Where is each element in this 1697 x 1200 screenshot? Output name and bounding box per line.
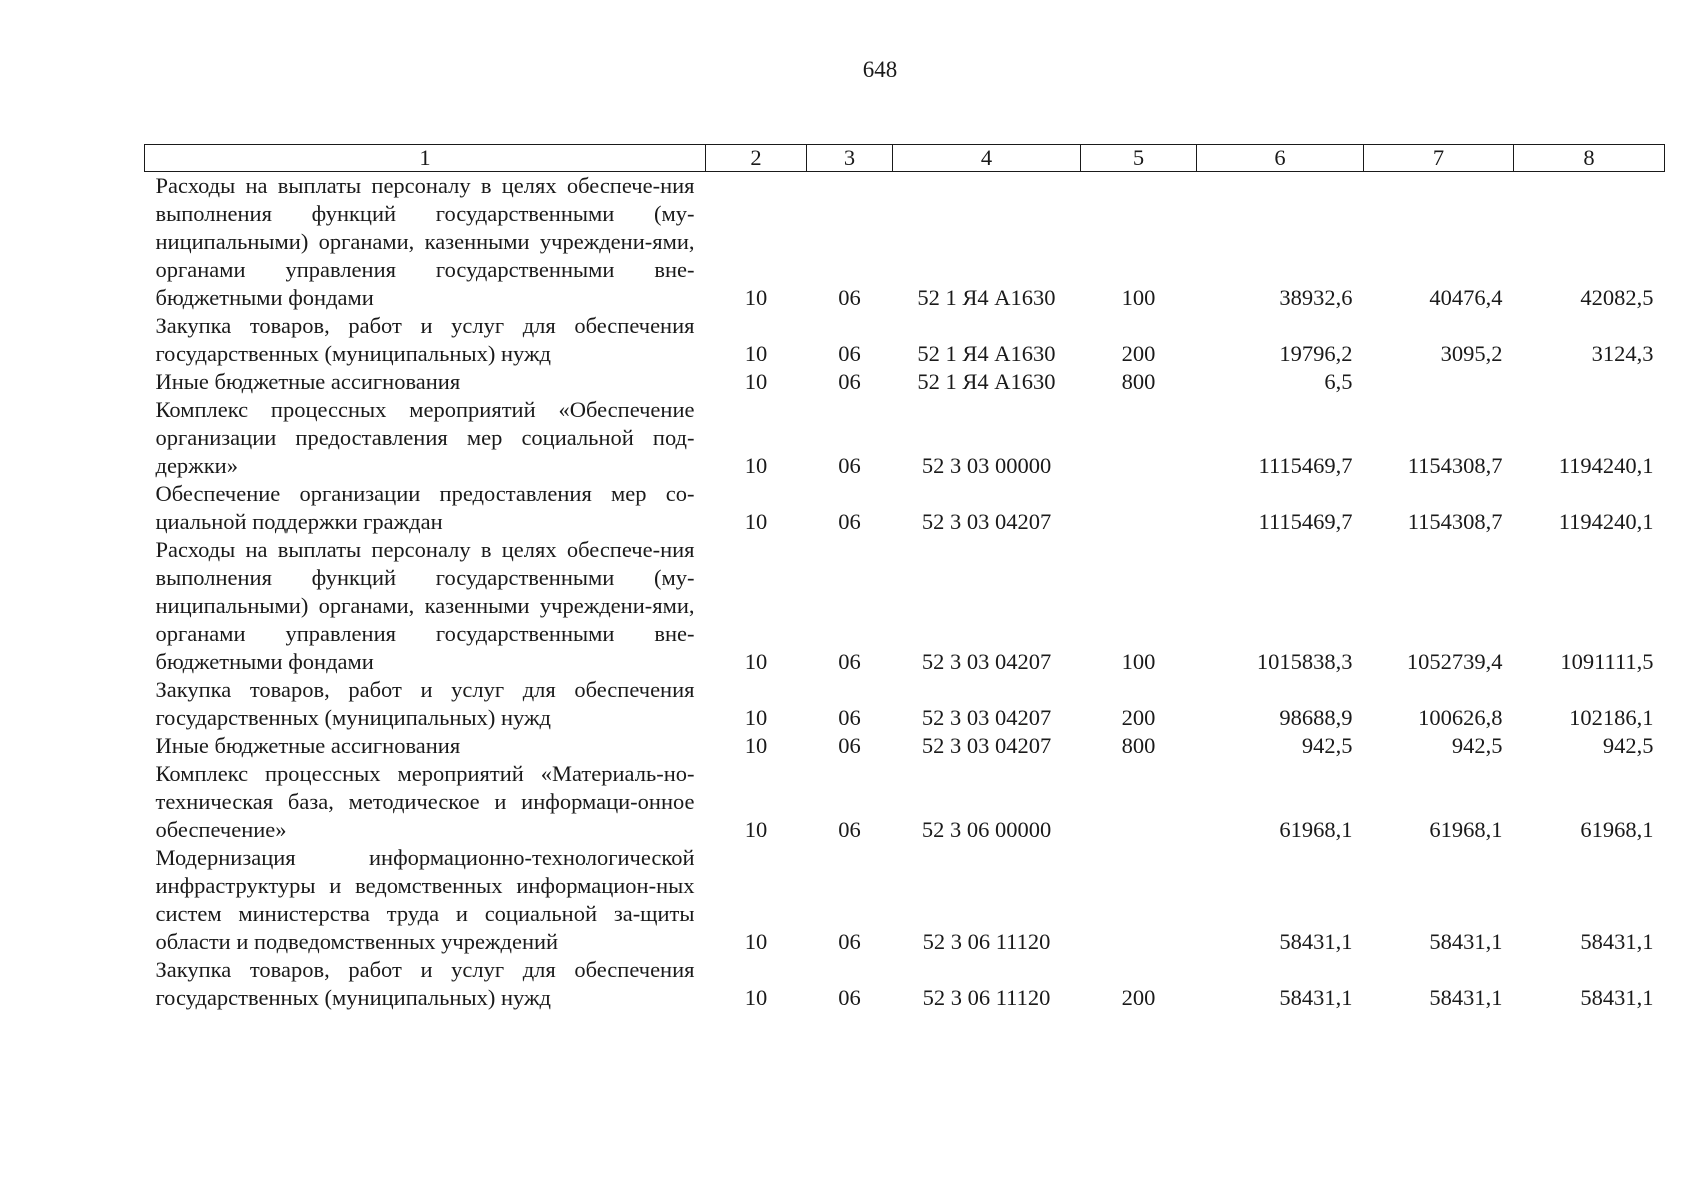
table-body bbox=[145, 172, 1665, 1013]
table-header bbox=[145, 145, 1665, 172]
amount-col-8 bbox=[1514, 368, 1665, 396]
expense-name: Иные бюджетные ассигнования bbox=[155, 369, 461, 394]
expense-name: Иные бюджетные ассигнования bbox=[155, 733, 461, 758]
amount-col-7: 100626,8 bbox=[1418, 705, 1503, 730]
amount-col-6: 61968,1 bbox=[1279, 817, 1353, 842]
amount-col-6: 1015838,3 bbox=[1256, 649, 1353, 674]
table-row bbox=[145, 732, 1665, 760]
table-row bbox=[145, 312, 1665, 368]
expense-type-code: 200 bbox=[1121, 705, 1156, 730]
amount-col-6: 58431,1 bbox=[1279, 929, 1353, 954]
amount-col-7: 3095,2 bbox=[1440, 341, 1503, 366]
target-article-code: 52 3 03 04207 bbox=[921, 705, 1052, 730]
expense-name: Модернизация информационно-технологической инфраструктуры и ведомственных информацион-ных систем министерства труда и социальной за-щиты области и подведомственных учреждений bbox=[155, 845, 695, 954]
amount-col-7: 58431,1 bbox=[1429, 929, 1503, 954]
target-article-code: 52 1 Я4 А1630 bbox=[917, 369, 1056, 394]
target-article-code: 52 3 03 00000 bbox=[921, 453, 1052, 478]
expense-name: Расходы на выплаты персоналу в целях обеспече-ния выполнения функций государственными (му-ниципальными) органами, казенными учреждени-ями, органами управления государственными вне-бюджетными фондами bbox=[155, 173, 695, 310]
table-row bbox=[145, 844, 1665, 956]
amount-col-7: 58431,1 bbox=[1429, 985, 1503, 1010]
expense-type-code bbox=[1081, 844, 1197, 956]
expense-type-code bbox=[1081, 396, 1197, 480]
section-code: 10 bbox=[744, 733, 768, 758]
amount-col-6: 38932,6 bbox=[1279, 285, 1353, 310]
expense-name: Комплекс процессных мероприятий «Материаль-но-техническая база, методическое и информаци-онное обеспечение» bbox=[155, 761, 695, 842]
amount-col-6: 6,5 bbox=[1324, 369, 1353, 394]
section-code: 10 bbox=[744, 705, 768, 730]
section-code: 10 bbox=[744, 509, 768, 534]
amount-col-7: 942,5 bbox=[1451, 733, 1503, 758]
expense-name: Обеспечение организации предоставления мер со-циальной поддержки граждан bbox=[155, 481, 695, 534]
section-code: 10 bbox=[744, 369, 768, 394]
expense-type-code: 100 bbox=[1121, 285, 1156, 310]
section-code: 10 bbox=[744, 341, 768, 366]
table-row bbox=[145, 676, 1665, 732]
subsection-code: 06 bbox=[838, 733, 861, 758]
target-article-code: 52 3 06 11120 bbox=[922, 929, 1051, 954]
amount-col-8: 942,5 bbox=[1602, 733, 1654, 758]
expense-type-code bbox=[1081, 480, 1197, 536]
subsection-code: 06 bbox=[838, 649, 861, 674]
amount-col-6: 19796,2 bbox=[1279, 341, 1353, 366]
amount-col-6: 942,5 bbox=[1301, 733, 1353, 758]
page-number: 648 bbox=[862, 57, 898, 82]
target-article-code: 52 3 03 04207 bbox=[921, 733, 1052, 758]
amount-col-7: 61968,1 bbox=[1429, 817, 1503, 842]
table-row bbox=[145, 480, 1665, 536]
expense-name: Расходы на выплаты персоналу в целях обеспече-ния выполнения функций государственными (му-ниципальными) органами, казенными учреждени-ями, органами управления государственными вне-бюджетными фондами bbox=[155, 537, 695, 674]
subsection-code: 06 bbox=[838, 985, 861, 1010]
amount-col-8: 58431,1 bbox=[1580, 985, 1654, 1010]
subsection-code: 06 bbox=[838, 285, 861, 310]
table-row bbox=[145, 760, 1665, 844]
table-row bbox=[145, 396, 1665, 480]
subsection-code: 06 bbox=[838, 369, 861, 394]
target-article-code: 52 3 06 00000 bbox=[921, 817, 1052, 842]
amount-col-7: 1154308,7 bbox=[1407, 509, 1503, 534]
amount-col-8: 1194240,1 bbox=[1558, 509, 1654, 534]
target-article-code: 52 1 Я4 А1630 bbox=[917, 285, 1056, 310]
target-article-code: 52 3 03 04207 bbox=[921, 509, 1052, 534]
expense-type-code bbox=[1081, 760, 1197, 844]
header-col-7: 7 bbox=[1364, 145, 1514, 172]
target-article-code: 52 1 Я4 А1630 bbox=[917, 341, 1056, 366]
amount-col-7: 1052739,4 bbox=[1406, 649, 1503, 674]
amount-col-8: 61968,1 bbox=[1580, 817, 1654, 842]
amount-col-7 bbox=[1364, 368, 1514, 396]
header-col-5: 5 bbox=[1081, 145, 1197, 172]
expense-type-code: 800 bbox=[1121, 733, 1156, 758]
subsection-code: 06 bbox=[838, 817, 861, 842]
amount-col-6: 58431,1 bbox=[1279, 985, 1353, 1010]
amount-col-8: 1091111,5 bbox=[1560, 649, 1654, 674]
header-col-8: 8 bbox=[1514, 145, 1665, 172]
section-code: 10 bbox=[744, 649, 768, 674]
table-row bbox=[145, 536, 1665, 676]
section-code: 10 bbox=[744, 285, 768, 310]
amount-col-8: 58431,1 bbox=[1580, 929, 1654, 954]
header-col-4: 4 bbox=[893, 145, 1081, 172]
header-col-1: 1 bbox=[145, 145, 706, 172]
amount-col-8: 42082,5 bbox=[1580, 285, 1654, 310]
subsection-code: 06 bbox=[838, 705, 861, 730]
table-row bbox=[145, 956, 1665, 1012]
expense-type-code: 200 bbox=[1121, 341, 1156, 366]
expense-type-code: 100 bbox=[1121, 649, 1156, 674]
table-row bbox=[145, 172, 1665, 313]
section-code: 10 bbox=[744, 929, 768, 954]
expense-name: Закупка товаров, работ и услуг для обеспечения государственных (муниципальных) нужд bbox=[155, 677, 695, 730]
subsection-code: 06 bbox=[838, 453, 861, 478]
amount-col-6: 1115469,7 bbox=[1258, 509, 1353, 534]
section-code: 10 bbox=[744, 985, 768, 1010]
header-col-2: 2 bbox=[706, 145, 807, 172]
amount-col-7: 1154308,7 bbox=[1407, 453, 1503, 478]
target-article-code: 52 3 06 11120 bbox=[922, 985, 1051, 1010]
subsection-code: 06 bbox=[838, 929, 861, 954]
section-code: 10 bbox=[744, 453, 768, 478]
header-row bbox=[145, 145, 1665, 172]
subsection-code: 06 bbox=[838, 341, 861, 366]
amount-col-8: 1194240,1 bbox=[1558, 453, 1654, 478]
amount-col-7: 40476,4 bbox=[1429, 285, 1503, 310]
amount-col-6: 98688,9 bbox=[1279, 705, 1353, 730]
section-code: 10 bbox=[744, 817, 768, 842]
target-article-code: 52 3 03 04207 bbox=[921, 649, 1052, 674]
amount-col-6: 1115469,7 bbox=[1258, 453, 1353, 478]
expense-name: Закупка товаров, работ и услуг для обеспечения государственных (муниципальных) нужд bbox=[155, 957, 695, 1010]
expense-name: Закупка товаров, работ и услуг для обеспечения государственных (муниципальных) нужд bbox=[155, 313, 695, 366]
expense-type-code: 800 bbox=[1121, 369, 1156, 394]
header-col-6: 6 bbox=[1197, 145, 1364, 172]
amount-col-8: 3124,3 bbox=[1591, 341, 1654, 366]
expense-type-code: 200 bbox=[1121, 985, 1156, 1010]
table-row bbox=[145, 368, 1665, 396]
amount-col-8: 102186,1 bbox=[1569, 705, 1654, 730]
expense-name: Комплекс процессных мероприятий «Обеспечение организации предоставления мер социальной под-держки» bbox=[155, 397, 695, 478]
budget-table bbox=[144, 144, 1665, 1012]
header-col-3: 3 bbox=[807, 145, 893, 172]
subsection-code: 06 bbox=[838, 509, 861, 534]
